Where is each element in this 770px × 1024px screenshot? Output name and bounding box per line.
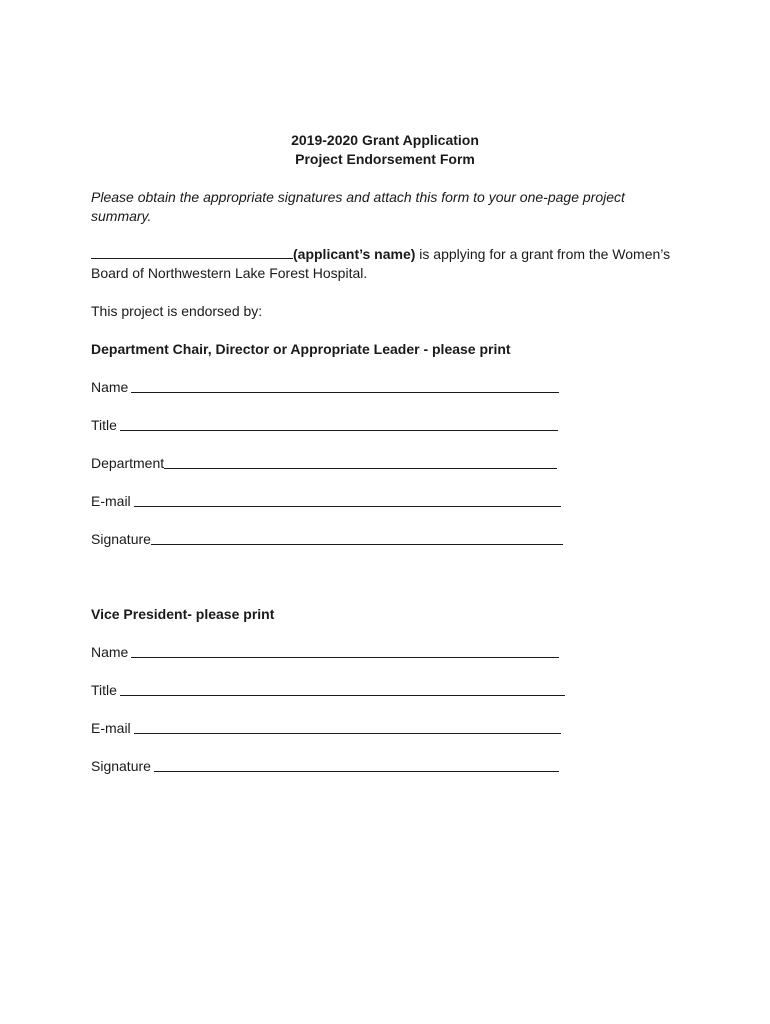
vp-email-row: [91, 719, 561, 738]
leader-name-field[interactable]: [131, 378, 559, 393]
endorsed-by-text: This project is endorsed by:: [91, 303, 263, 319]
leader-signature-field[interactable]: [151, 530, 563, 545]
leader-department-row: [91, 454, 557, 473]
applicant-statement: [91, 245, 691, 283]
leader-name-label: Name: [91, 379, 129, 395]
leader-title-label: Title: [91, 417, 117, 433]
vp-name-row: [91, 643, 559, 662]
vp-title-row: [91, 681, 565, 700]
title-line-2: Project Endorsement Form: [295, 151, 475, 167]
leader-signature-label: Signature: [91, 531, 151, 547]
vp-name-label: Name: [91, 644, 129, 660]
vp-signature-row: [91, 757, 559, 776]
applicant-name-blank[interactable]: [91, 245, 293, 259]
leader-signature-row: [91, 530, 563, 549]
vp-signature-field[interactable]: [154, 757, 559, 772]
vp-signature-label: Signature: [91, 758, 151, 774]
section-heading-vice-president: Vice President- please print: [91, 606, 275, 622]
vp-title-label: Title: [91, 682, 117, 698]
vp-email-field[interactable]: [134, 719, 561, 734]
vp-title-field[interactable]: [120, 681, 565, 696]
leader-email-row: [91, 492, 561, 511]
leader-email-label: E-mail: [91, 493, 131, 509]
section-heading-leader: Department Chair, Director or Appropriate Leader - please print: [91, 341, 511, 357]
instructions-text: Please obtain the appropriate signatures and attach this form to your one-page project summary.: [91, 189, 625, 224]
title-line-1: 2019-2020 Grant Application: [291, 132, 479, 148]
vp-email-label: E-mail: [91, 720, 131, 736]
vp-name-field[interactable]: [131, 643, 559, 658]
leader-title-row: [91, 416, 558, 435]
leader-title-field[interactable]: [120, 416, 558, 431]
leader-email-field[interactable]: [134, 492, 561, 507]
leader-name-row: [91, 378, 559, 397]
form-title: [0, 131, 770, 169]
leader-department-label: Department: [91, 455, 165, 471]
applicant-name-label: (applicant’s name): [293, 246, 416, 262]
leader-department-field[interactable]: [164, 454, 557, 469]
applicant-statement-text: is applying for a grant from the Women’s Board of Northwestern Lake Forest Hospital.: [91, 246, 671, 281]
